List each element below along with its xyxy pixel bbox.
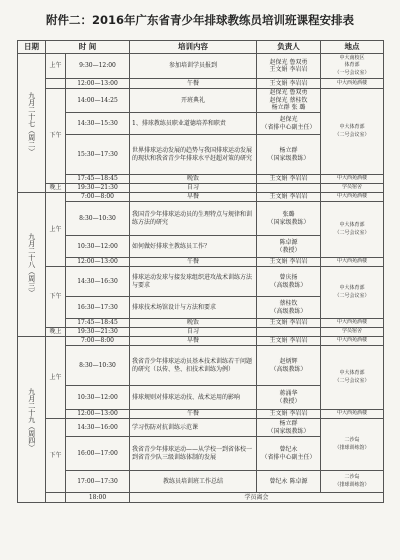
day-date — [18, 193, 46, 337]
cell-text-line: （国家级教练） — [267, 154, 310, 162]
content-cell: 学习伤防对抗训练示范课 — [130, 419, 257, 437]
time-cell: 10:30—12:00 — [66, 386, 130, 410]
cell-text-line: 赵保光 鲁双勇 — [269, 89, 308, 97]
time-cell: 16:00—17:00 — [66, 437, 130, 471]
day-date — [18, 337, 46, 503]
time-cell: 15:30—17:30 — [66, 135, 130, 175]
content-cell: 排球技术场馆设计与方法和要求 — [130, 297, 257, 319]
place-cell: 学员宿舍 — [321, 184, 384, 193]
time-cell: 8:30—10:30 — [66, 346, 130, 386]
person-cell — [257, 267, 321, 297]
time-cell: 19:30—21:30 — [66, 184, 130, 193]
cell-text-line: 九月二十八（周三） — [27, 233, 36, 296]
cell-text-line: （排球训练馆） — [334, 444, 370, 451]
table-row — [18, 184, 384, 193]
time-cell: 8:30—10:30 — [66, 202, 130, 236]
header-date: 日期 — [18, 41, 46, 54]
person-cell: 王文娟 李岩岩 — [257, 258, 321, 267]
content-cell: 排球规则对排球运动技、战术运用的影响 — [130, 386, 257, 410]
cell-text-line: 中大体育部 — [339, 222, 365, 229]
time-cell: 12:00—13:00 — [66, 410, 130, 419]
cell-text-line: （二号会议室） — [334, 229, 370, 236]
period-cell: 下午 — [46, 419, 66, 493]
header-place: 地点 — [321, 41, 384, 54]
person-cell: 曾纪永 陈卓源 — [257, 471, 321, 493]
place-cell — [321, 346, 384, 410]
person-cell: 王文娟 李岩岩 — [257, 175, 321, 184]
table-row — [18, 346, 384, 386]
cell-text-line: （二号会议室） — [334, 131, 370, 138]
header-row — [18, 41, 384, 54]
content-cell: 学员离会 — [130, 493, 384, 503]
table-row — [18, 175, 384, 184]
cell-text-line: 陈卓源 — [279, 239, 298, 247]
person-cell — [257, 135, 321, 175]
cell-text-line: （省排中心副主任） — [261, 123, 316, 131]
cell-text-line: 赵炳辉 — [279, 358, 298, 366]
cell-text-line: 赵保光 鲁双勇 — [269, 58, 308, 66]
table-row — [18, 89, 384, 113]
person-cell — [257, 419, 321, 437]
time-cell: 17:45—18:45 — [66, 319, 130, 328]
cell-text-line: （高级教练） — [270, 281, 307, 289]
content-cell: 晚饭 — [130, 319, 257, 328]
time-cell: 10:30—12:00 — [66, 236, 130, 258]
cell-text-line: 张璐 — [282, 211, 295, 219]
cell-text-line: 王文娟 李岩岩 — [269, 66, 308, 73]
period-cell: 下午 — [46, 267, 66, 328]
cell-text-line: 蔡桂钦 — [279, 300, 298, 308]
place-cell — [321, 54, 384, 79]
table-row — [18, 79, 384, 89]
person-cell — [257, 437, 321, 471]
table-row — [18, 493, 384, 503]
cell-text-line: （高级教练） — [270, 307, 307, 315]
cell-text-line: 杨立群 张 璐 — [271, 104, 306, 112]
table-row — [18, 337, 384, 346]
person-cell — [257, 346, 321, 386]
time-cell: 14:30—16:00 — [66, 419, 130, 437]
cell-text-line: （二号会议室） — [334, 377, 370, 384]
header-time: 时 间 — [46, 41, 130, 54]
time-cell: 17:00—17:30 — [66, 471, 130, 493]
table-row — [18, 54, 384, 79]
content-cell: 排球运动发球与接发球组织进攻战术训练方法与要求 — [130, 267, 257, 297]
cell-text-line: 中大南校区 — [339, 54, 365, 61]
place-cell — [321, 267, 384, 319]
table-row — [18, 328, 384, 337]
cell-text-line: 杨立群 — [279, 420, 298, 428]
cell-text-line: （教授） — [276, 397, 301, 405]
person-cell — [257, 297, 321, 319]
time-cell: 16:30—17:30 — [66, 297, 130, 319]
table-row — [18, 202, 384, 236]
content-cell: 开班典礼 — [130, 89, 257, 113]
time-cell: 17:45—18:45 — [66, 175, 130, 184]
person-cell: 王文娟 李岩岩 — [257, 337, 321, 346]
place-cell: 中大西苑酒楼 — [321, 79, 384, 89]
cell-text-line: （二号会议室） — [334, 292, 370, 299]
content-cell: 自习 — [130, 184, 257, 193]
place-cell: 中大西苑酒楼 — [321, 319, 384, 328]
cell-text-line: 中大体育部 — [339, 285, 365, 292]
content-cell: 我省青少年排球运动——从学校一到省体校一到省青少队三级训练体制的发展 — [130, 437, 257, 471]
header-person: 负责人 — [257, 41, 321, 54]
period-cell: 上午 — [46, 337, 66, 419]
cell-text-line: （一号会议室） — [334, 69, 370, 76]
header-content: 培训内容 — [130, 41, 257, 54]
cell-text-line: （国家级教练） — [267, 218, 310, 226]
period-cell: 上午 — [46, 193, 66, 267]
place-cell: 中大西苑酒楼 — [321, 410, 384, 419]
schedule-table — [17, 40, 384, 503]
cell-text-line: 九月二十七（周二） — [27, 91, 36, 155]
period-cell: 晚上 — [46, 328, 66, 337]
cell-text-line: （国家级教练） — [267, 427, 310, 435]
table-row — [18, 319, 384, 328]
content-cell: 1、排球教练员职业道德培养和职责 — [130, 113, 257, 135]
cell-text-line: 赵保光 蔡桂钦 — [269, 96, 308, 104]
content-cell: 自习 — [130, 328, 257, 337]
content-cell: 早餐 — [130, 193, 257, 202]
place-cell — [321, 202, 384, 258]
content-cell: 晚饭 — [130, 175, 257, 184]
content-cell: 我国青少年排球运动员的生理特点与规律和训练方法的研究 — [130, 202, 257, 236]
table-cell — [46, 493, 66, 503]
cell-text-line: 曾庆扬 — [279, 274, 298, 282]
time-cell: 12:00—13:00 — [66, 258, 130, 267]
cell-text-line: 体育部 — [344, 62, 360, 69]
page-title: 附件二：2016年广东省青少年排球教练员培训班课程安排表 — [45, 13, 354, 27]
content-cell: 午餐 — [130, 79, 257, 89]
table-row — [18, 258, 384, 267]
table-row — [18, 267, 384, 297]
person-cell — [257, 202, 321, 236]
cell-text-line: 二沙岛 — [344, 474, 360, 481]
person-cell: 王文娟 李岩岩 — [257, 79, 321, 89]
content-cell: 如何做好排球主教练员工作？ — [130, 236, 257, 258]
cell-text-line: 蒋涌华 — [279, 390, 298, 398]
content-cell: 午餐 — [130, 410, 257, 419]
place-cell: 中大西苑酒楼 — [321, 193, 384, 202]
cell-text-line: 曾纪永 — [279, 446, 298, 454]
place-cell: 中大西苑酒楼 — [321, 175, 384, 184]
time-cell: 19:30—21:30 — [66, 328, 130, 337]
person-cell — [257, 54, 321, 79]
person-cell — [257, 386, 321, 410]
person-cell: 王文娟 李岩岩 — [257, 193, 321, 202]
cell-text-line: （排球训练馆） — [334, 481, 370, 488]
period-cell: 上午 — [46, 54, 66, 79]
place-cell — [321, 89, 384, 175]
place-cell: 学员宿舍 — [321, 328, 384, 337]
table-row — [18, 419, 384, 437]
person-cell: 王文娟 李岩岩 — [257, 319, 321, 328]
cell-text-line: （省排中心副主任） — [261, 453, 316, 461]
period-cell: 晚上 — [46, 184, 66, 193]
table-cell — [46, 79, 66, 89]
content-cell: 午餐 — [130, 258, 257, 267]
person-cell — [257, 113, 321, 135]
cell-text-line: 中大体育部 — [339, 370, 365, 377]
time-cell: 14:30—16:30 — [66, 267, 130, 297]
cell-text-line: 九月二十九（周四） — [27, 388, 36, 451]
content-cell: 我省青少年排球运动员基本技术训练若干问题的研究（以传、垫、扣技术训练为例） — [130, 346, 257, 386]
place-cell — [321, 419, 384, 471]
table-row — [18, 410, 384, 419]
time-cell: 14:00—14:25 — [66, 89, 130, 113]
time-cell: 12:00—13:00 — [66, 79, 130, 89]
cell-text-line: 中大体育部 — [339, 124, 365, 131]
place-cell — [321, 471, 384, 493]
table-cell — [257, 184, 321, 193]
cell-text-line: 杨立群 — [279, 147, 298, 155]
day-date — [18, 54, 46, 193]
content-cell: 世界排球运动发展的趋势与我国排球运动发展的现状和我省青少年排球水平赶超对策的研究 — [130, 135, 257, 175]
person-cell — [257, 236, 321, 258]
time-cell: 9:30—12:00 — [66, 54, 130, 79]
cell-text-line: （教授） — [276, 246, 301, 254]
time-cell: 18:00 — [66, 493, 130, 503]
content-cell: 教练员培训班工作总结 — [130, 471, 257, 493]
table-cell — [257, 328, 321, 337]
content-cell: 早餐 — [130, 337, 257, 346]
person-cell — [257, 89, 321, 113]
time-cell: 7:00—8:00 — [66, 337, 130, 346]
person-cell: 王文娟 李岩岩 — [257, 410, 321, 419]
place-cell: 中大西苑酒楼 — [321, 258, 384, 267]
time-cell: 14:30—15:30 — [66, 113, 130, 135]
cell-text-line: 二沙岛 — [344, 437, 360, 444]
table-row — [18, 193, 384, 202]
table-row — [18, 471, 384, 493]
place-cell: 中大西苑酒楼 — [321, 337, 384, 346]
period-cell: 下午 — [46, 89, 66, 184]
content-cell: 参加培训学员报到 — [130, 54, 257, 79]
cell-text-line: （高级教练） — [270, 365, 307, 373]
time-cell: 7:00—8:00 — [66, 193, 130, 202]
cell-text-line: 赵保光 — [279, 116, 298, 124]
